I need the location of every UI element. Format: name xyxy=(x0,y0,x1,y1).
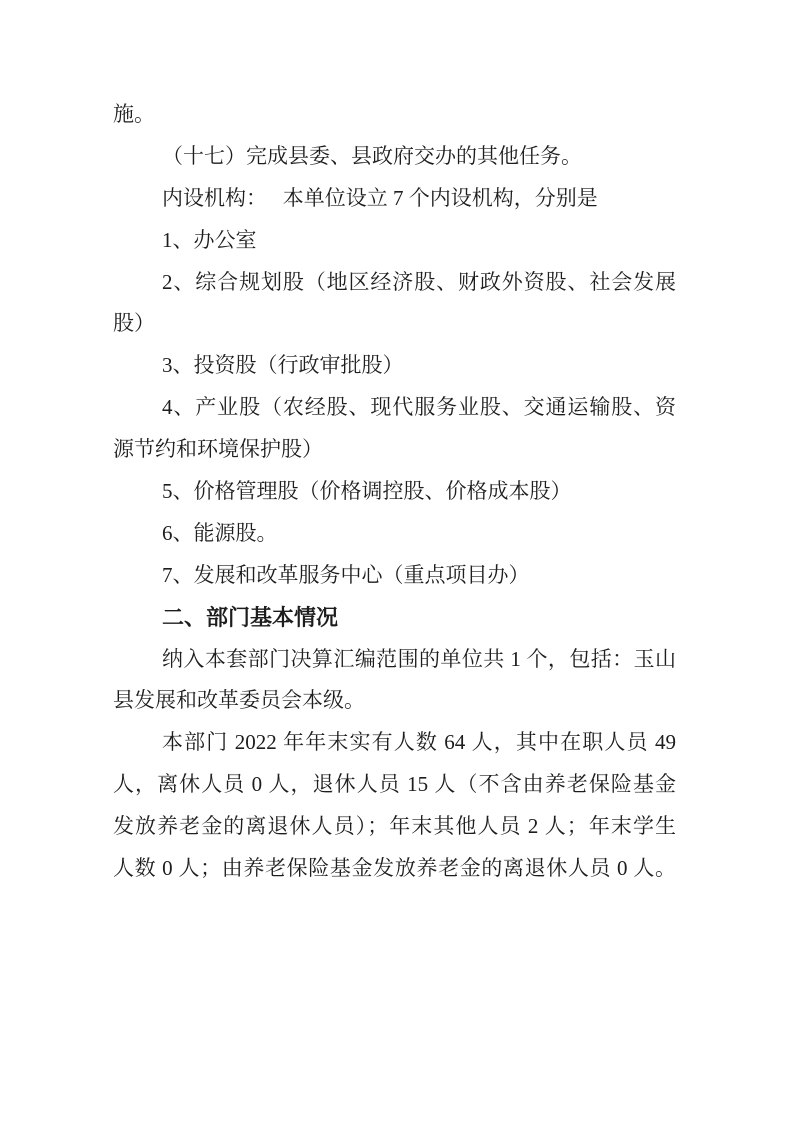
text-line: 5、价格管理股（价格调控股、价格成本股） xyxy=(162,479,572,504)
text-line: 1、办公室 xyxy=(162,227,257,252)
text-line: 发放养老金的离退休人员）；年末其他人员 2 人；年末学生 xyxy=(113,814,676,839)
section-heading: 二、部门基本情况 xyxy=(162,604,339,630)
text-line: 本部门 2022 年年末实有人数 64 人，其中在职人员 49 xyxy=(162,730,676,755)
text-line: 县发展和改革委员会本级。 xyxy=(113,688,365,713)
text-line: 4、产业股（农经股、现代服务业股、交通运输股、资 xyxy=(162,395,676,420)
text-line: 纳入本套部门决算汇编范围的单位共 1 个，包括：玉山 xyxy=(162,646,676,671)
text-line: 源节约和环境保护股） xyxy=(113,437,323,462)
text-line: 7、发展和改革服务中心（重点项目办） xyxy=(162,562,530,587)
document-content xyxy=(113,94,676,890)
text-line: 施。 xyxy=(113,102,155,126)
text-line: 人，离休人员 0 人，退休人员 15 人（不含由养老保险基金 xyxy=(113,772,676,797)
text-line: （十七）完成县委、县政府交办的其他任务。 xyxy=(162,143,582,168)
text-line: 2、综合规划股（地区经济股、财政外资股、社会发展 xyxy=(162,269,676,294)
text-line: 内设机构： 本单位设立 7 个内设机构，分别是 xyxy=(162,185,598,210)
text-line: 人数 0 人；由养老保险基金发放养老金的离退休人员 0 人。 xyxy=(113,856,676,881)
text-line: 股） xyxy=(113,311,155,336)
text-line: 3、投资股（行政审批股） xyxy=(162,353,404,378)
text-line: 6、能源股。 xyxy=(162,520,278,545)
